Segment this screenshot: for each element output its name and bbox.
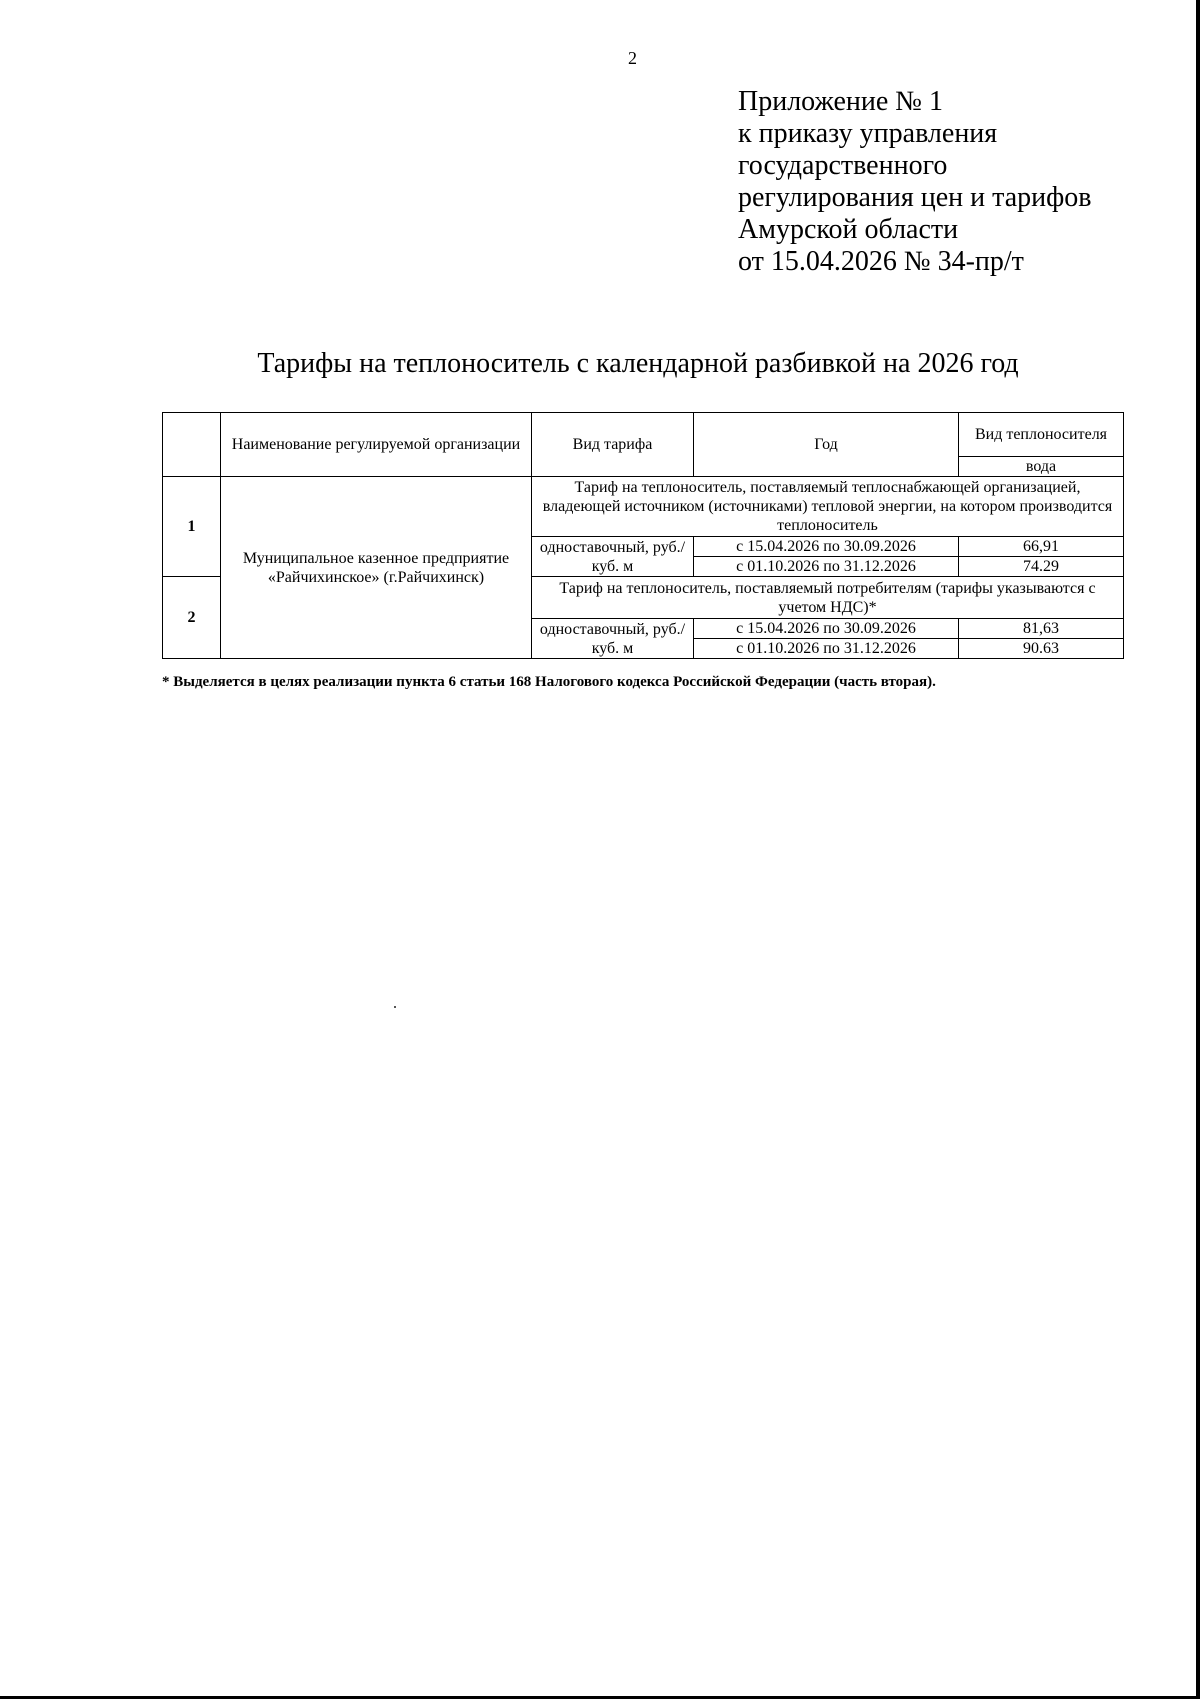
tariff-type-cell: одноставочный, руб./куб. м xyxy=(532,619,694,659)
tariff-type-cell: одноставочный, руб./куб. м xyxy=(532,537,694,577)
scan-speck xyxy=(394,1006,396,1008)
appendix-line: государственного xyxy=(738,150,948,181)
header-tariff-type: Вид тарифа xyxy=(532,413,694,477)
period-cell: с 01.10.2026 по 31.12.2026 xyxy=(694,639,959,659)
appendix-line: к приказу управления xyxy=(738,118,998,149)
header-carrier-water: вода xyxy=(959,457,1124,477)
appendix-block xyxy=(738,86,1092,278)
section-heading: Тариф на теплоноситель, поставляемый теплоснабжающей организацией, владеющей источником (источниками) тепловой энергии, на котором производится теплоноситель xyxy=(532,477,1124,537)
value-cell: 90.63 xyxy=(959,639,1124,659)
section-heading: Тариф на теплоноситель, поставляемый потребителям (тарифы указываются с учетом НДС)* xyxy=(532,577,1124,619)
section-heading-row xyxy=(163,477,1124,537)
appendix-line: Амурской области xyxy=(738,214,959,245)
organization-name: Муниципальное казенное предприятие «Райчихинское» (г.Райчихинск) xyxy=(221,477,532,659)
header-carrier-type: Вид теплоносителя xyxy=(959,413,1124,457)
period-cell: с 01.10.2026 по 31.12.2026 xyxy=(694,557,959,577)
value-cell: 74.29 xyxy=(959,557,1124,577)
document-title: Тарифы на теплоноситель с календарной разбивкой на 2026 год xyxy=(257,348,1019,379)
page-number: 2 xyxy=(628,48,637,68)
appendix-line: Приложение № 1 xyxy=(738,86,943,117)
table-header-row xyxy=(163,413,1124,457)
tariff-table xyxy=(162,412,1124,659)
section-number: 1 xyxy=(163,477,221,577)
value-cell: 66,91 xyxy=(959,537,1124,557)
header-year: Год xyxy=(694,413,959,477)
page-border-right xyxy=(1196,0,1200,1699)
header-number-cell xyxy=(163,413,221,477)
appendix-date-line: от 15.04.2026 № 34-пр/т xyxy=(738,246,1024,277)
period-cell: с 15.04.2026 по 30.09.2026 xyxy=(694,537,959,557)
value-cell: 81,63 xyxy=(959,619,1124,639)
footnote: * Выделяется в целях реализации пункта 6 статьи 168 Налогового кодекса Российской Федерации (часть вторая). xyxy=(162,674,936,690)
section-number: 2 xyxy=(163,577,221,659)
header-organization: Наименование регулируемой организации xyxy=(221,413,532,477)
period-cell: с 15.04.2026 по 30.09.2026 xyxy=(694,619,959,639)
appendix-line: регулирования цен и тарифов xyxy=(738,182,1092,213)
